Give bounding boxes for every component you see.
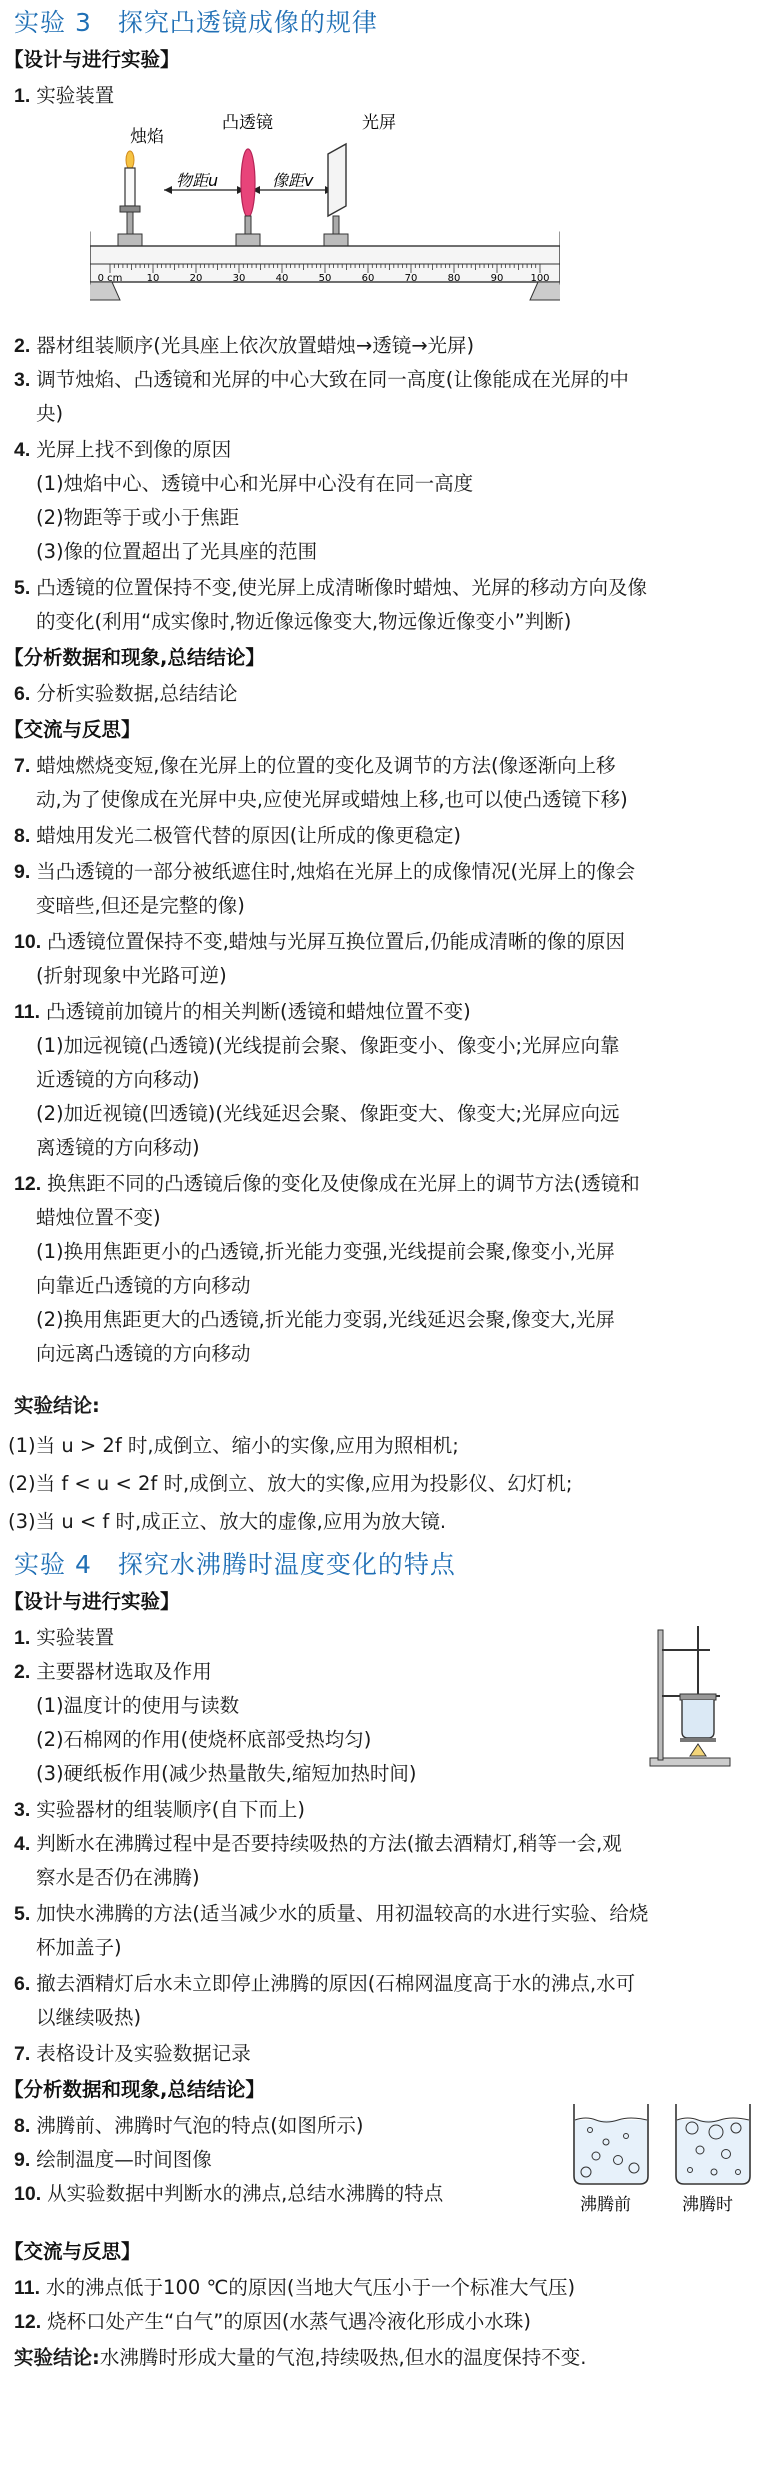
item-number: 8.	[14, 2115, 31, 2137]
exp3-item-5	[14, 578, 647, 599]
item-text: 绘制温度—时间图像	[36, 2148, 212, 2171]
item-text: 实验装置	[36, 1626, 115, 1649]
exp3-item-12-sub2-cont: 向远离凸透镜的方向移动	[36, 1342, 251, 1365]
item-number: 6.	[14, 1973, 31, 1995]
exp3-item-8	[14, 826, 461, 847]
item-text: 换焦距不同的凸透镜后像的变化及使像成在光屏上的调节方法(透镜和	[47, 1172, 640, 1195]
scale-tick-label: 0 cm	[97, 273, 123, 284]
exp3-item-4	[14, 440, 231, 461]
exp3-item-11-sub1-cont: 近透镜的方向移动)	[36, 1068, 200, 1091]
alcohol-lamp-icon	[690, 1744, 706, 1756]
item-number: 6.	[14, 683, 31, 705]
exp4-item-10	[14, 2184, 443, 2205]
item-number: 7.	[14, 755, 31, 777]
item-number: 3.	[14, 369, 31, 391]
item-text: 水的沸点低于100 ℃的原因(当地大气压小于一个标准大气压)	[46, 2276, 576, 2299]
exp4-item-2-sub1: (1)温度计的使用与读数	[36, 1694, 240, 1717]
item-text: 判断水在沸腾过程中是否要持续吸热的方法(撤去酒精灯,稍等一会,观	[36, 1832, 622, 1855]
exp3-conclusion-3: (3)当 u < f 时,成正立、放大的虚像,应用为放大镜.	[8, 1510, 447, 1533]
item-number: 5.	[14, 577, 31, 599]
exp4-item-4	[14, 1834, 622, 1855]
item-text: 从实验数据中判断水的沸点,总结水沸腾的特点	[47, 2182, 444, 2205]
exp3-item-2	[14, 336, 474, 357]
scale-tick-label: 50	[318, 273, 332, 284]
item-text: 蜡烛用发光二极管代替的原因(让所成的像更稳定)	[36, 824, 461, 847]
exp3-item-12-sub2: (2)换用焦距更大的凸透镜,折光能力变弱,光线延迟会聚,像变大,光屏	[36, 1308, 615, 1331]
exp3-item-4-sub3: (3)像的位置超出了光具座的范围	[36, 540, 318, 563]
item-number: 5.	[14, 1903, 31, 1925]
item-text: 分析实验数据,总结结论	[36, 682, 238, 705]
item-text: 表格设计及实验数据记录	[36, 2042, 251, 2065]
exp3-item-10-cont: (折射现象中光路可逆)	[36, 964, 227, 987]
scale-tick-label: 70	[404, 273, 418, 284]
exp3-item-11-sub1: (1)加远视镜(凸透镜)(光线提前会聚、像距变小、像变小;光屏应向靠	[36, 1034, 620, 1057]
item-number: 12.	[14, 1173, 42, 1195]
exp3-item-9-cont: 变暗些,但还是完整的像)	[36, 894, 245, 917]
item-number: 3.	[14, 1799, 31, 1821]
item-number: 2.	[14, 335, 31, 357]
item-text: 光屏上找不到像的原因	[36, 438, 232, 461]
item-text: 沸腾前、沸腾时气泡的特点(如图所示)	[36, 2114, 364, 2137]
exp3-title: 实验 3 探究凸透镜成像的规律	[14, 8, 378, 37]
exp4-item-7	[14, 2044, 251, 2065]
exp3-conclusion-heading: 实验结论:	[14, 1394, 100, 1417]
exp3-section-design: 【设计与进行实验】	[4, 48, 180, 71]
item-number: 10.	[14, 2183, 42, 2205]
exp4-item-9	[14, 2150, 212, 2171]
bubbles-comparison-figure	[566, 2098, 762, 2218]
lens-label: 凸透镜	[222, 113, 273, 133]
exp3-item-12-cont: 蜡烛位置不变)	[36, 1206, 161, 1229]
item-number: 1.	[14, 1627, 31, 1649]
exp3-item-1	[14, 86, 114, 107]
item-number: 4.	[14, 1833, 31, 1855]
exp3-item-7	[14, 756, 616, 777]
item-text: 加快水沸腾的方法(适当减少水的质量、用初温较高的水进行实验、给烧	[36, 1902, 649, 1925]
scale-tick-label: 100	[530, 273, 550, 284]
scale-tick-label: 80	[447, 273, 461, 284]
item-number: 11.	[14, 2277, 41, 2299]
exp4-conclusion-heading: 实验结论:	[14, 2346, 100, 2369]
item-number: 12.	[14, 2311, 42, 2333]
item-number: 1.	[14, 85, 31, 107]
item-text: 主要器材选取及作用	[36, 1660, 212, 1683]
item-number: 9.	[14, 2149, 31, 2171]
exp4-item-6-cont: 以继续吸热)	[36, 2006, 142, 2029]
exp4-item-6	[14, 1974, 635, 1995]
convex-lens-icon	[236, 149, 260, 246]
beaker-during-label: 沸腾时	[682, 2195, 733, 2215]
exp4-item-5	[14, 1904, 648, 1925]
exp4-section-analysis: 【分析数据和现象,总结结论】	[4, 2078, 265, 2101]
exp3-item-11-sub2: (2)加近视镜(凹透镜)(光线延迟会聚、像距变大、像变大;光屏应向远	[36, 1102, 620, 1125]
optical-bench-figure	[90, 108, 560, 308]
exp4-conclusion	[14, 2348, 586, 2368]
exp4-item-11	[14, 2278, 575, 2299]
exp3-item-12-sub1-cont: 向靠近凸透镜的方向移动	[36, 1274, 251, 1297]
exp3-item-12	[14, 1174, 640, 1195]
candle-label: 烛焰	[130, 127, 164, 147]
exp4-item-2-sub2: (2)石棉网的作用(使烧杯底部受热均匀)	[36, 1728, 372, 1751]
exp3-item-4-sub1: (1)烛焰中心、透镜中心和光屏中心没有在同一高度	[36, 472, 474, 495]
item-number: 11.	[14, 1001, 41, 1023]
item-number: 9.	[14, 861, 31, 883]
exp3-item-11	[14, 1002, 471, 1023]
scale-tick-label: 20	[189, 273, 203, 284]
exp4-item-1	[14, 1628, 114, 1649]
item-number: 10.	[14, 931, 42, 953]
beaker-before-label: 沸腾前	[580, 2195, 631, 2215]
exp3-item-5-cont: 的变化(利用“成实像时,物近像远像变大,物远像近像变小”判断)	[36, 610, 572, 633]
exp4-item-2-sub3: (3)硬纸板作用(减少热量散失,缩短加热时间)	[36, 1762, 417, 1785]
u-label: 物距u	[176, 171, 219, 190]
exp3-item-7-cont: 动,为了使像成在光屏中央,应使光屏或蜡烛上移,也可以使凸透镜下移)	[36, 788, 628, 811]
exp3-item-11-sub2-cont: 离透镜的方向移动)	[36, 1136, 200, 1159]
exp4-item-8	[14, 2116, 363, 2137]
exp3-conclusion-2: (2)当 f < u < 2f 时,成倒立、放大的实像,应用为投影仪、幻灯机;	[8, 1472, 573, 1495]
item-number: 4.	[14, 439, 31, 461]
exp3-item-4-sub2: (2)物距等于或小于焦距	[36, 506, 240, 529]
scale-tick-label: 90	[490, 273, 504, 284]
item-number: 2.	[14, 1661, 31, 1683]
item-text: 凸透镜位置保持不变,蜡烛与光屏互换位置后,仍能成清晰的像的原因	[47, 930, 626, 953]
exp4-title: 实验 4 探究水沸腾时温度变化的特点	[14, 1550, 456, 1579]
exp3-item-9	[14, 862, 635, 883]
exp3-item-6	[14, 684, 237, 705]
item-text: 撤去酒精灯后水未立即停止沸腾的原因(石棉网温度高于水的沸点,水可	[36, 1972, 636, 1995]
item-text: 凸透镜的位置保持不变,使光屏上成清晰像时蜡烛、光屏的移动方向及像	[36, 576, 647, 599]
scale-tick-label: 60	[361, 273, 375, 284]
exp4-item-3	[14, 1800, 305, 1821]
item-text: 实验器材的组装顺序(自下而上)	[36, 1798, 305, 1821]
exp4-section-reflection: 【交流与反思】	[4, 2240, 141, 2263]
exp4-section-design: 【设计与进行实验】	[4, 1590, 180, 1613]
exp3-item-12-sub1: (1)换用焦距更小的凸透镜,折光能力变强,光线提前会聚,像变小,光屏	[36, 1240, 615, 1263]
exp3-section-analysis: 【分析数据和现象,总结结论】	[4, 646, 265, 669]
beaker-icon	[682, 1700, 714, 1738]
scale-tick-label: 40	[275, 273, 289, 284]
exp3-item-3	[14, 370, 629, 391]
beaker-before-boiling-icon	[574, 2104, 648, 2184]
item-text: 当凸透镜的一部分被纸遮住时,烛焰在光屏上的成像情况(光屏上的像会	[36, 860, 636, 883]
v-label: 像距v	[272, 171, 314, 190]
scale-tick-label: 10	[146, 273, 160, 284]
exp3-conclusion-1: (1)当 u > 2f 时,成倒立、缩小的实像,应用为照相机;	[8, 1434, 459, 1457]
item-text: 器材组装顺序(光具座上依次放置蜡烛→透镜→光屏)	[36, 334, 475, 357]
exp4-item-5-cont: 杯加盖子)	[36, 1936, 122, 1959]
exp4-item-12	[14, 2312, 531, 2333]
exp3-section-reflection: 【交流与反思】	[4, 718, 141, 741]
screen-label: 光屏	[362, 113, 396, 133]
item-number: 8.	[14, 825, 31, 847]
scale-tick-label: 30	[232, 273, 246, 284]
item-text: 凸透镜前加镜片的相关判断(透镜和蜡烛位置不变)	[46, 1000, 471, 1023]
candle-icon	[118, 151, 142, 246]
beaker-during-boiling-icon	[676, 2104, 750, 2184]
exp4-item-2	[14, 1662, 212, 1683]
item-number: 7.	[14, 2043, 31, 2065]
item-text: 调节烛焰、凸透镜和光屏的中心大致在同一高度(让像能成在光屏的中	[36, 368, 629, 391]
item-text: 烧杯口处产生“白气”的原因(水蒸气遇冷液化形成小水珠)	[47, 2310, 532, 2333]
light-screen-icon	[324, 144, 348, 246]
boiling-apparatus-figure	[640, 1620, 740, 1770]
exp4-item-4-cont: 察水是否仍在沸腾)	[36, 1866, 200, 1889]
exp3-item-10	[14, 932, 625, 953]
item-text: 实验装置	[36, 84, 115, 107]
exp3-item-3-cont: 央)	[36, 402, 64, 425]
exp4-conclusion-text: 水沸腾时形成大量的气泡,持续吸热,但水的温度保持不变.	[99, 2346, 587, 2369]
item-text: 蜡烛燃烧变短,像在光屏上的位置的变化及调节的方法(像逐渐向上移	[36, 754, 616, 777]
